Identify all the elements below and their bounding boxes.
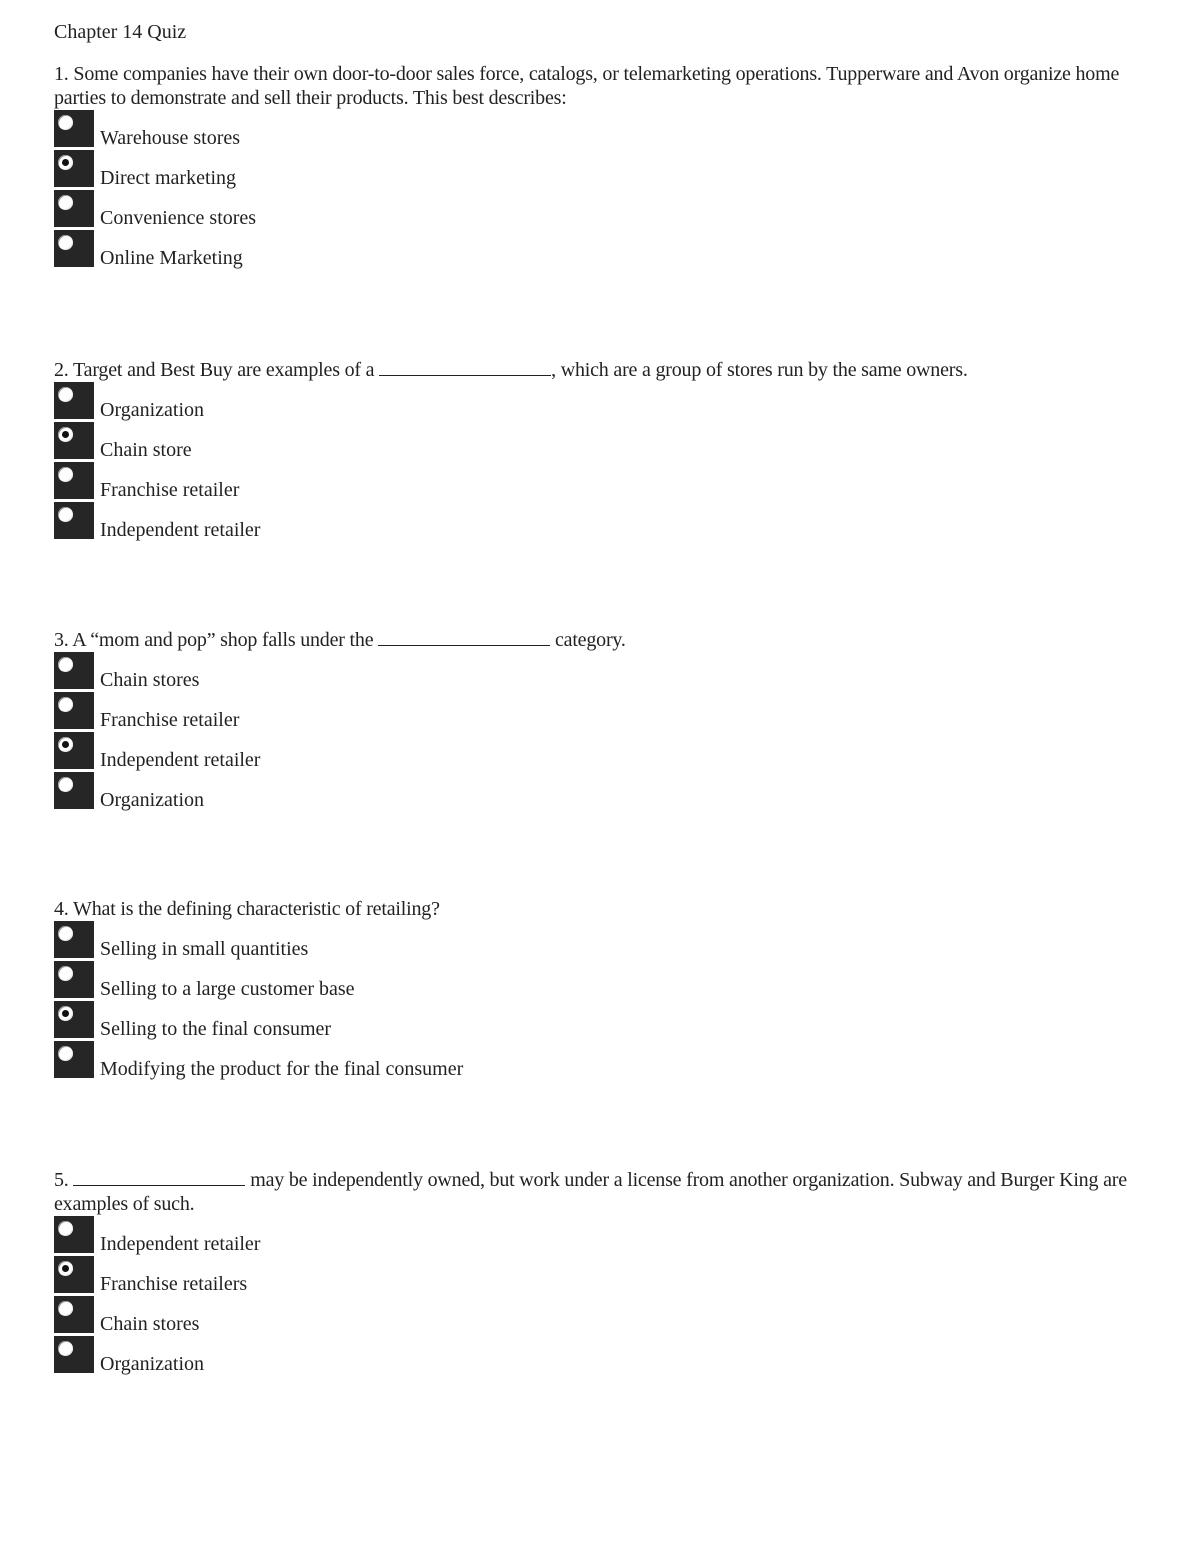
question-text-end: category. xyxy=(550,629,626,651)
option-label: Organization xyxy=(100,789,205,811)
option-label: Independent retailer xyxy=(100,749,261,771)
option[interactable] xyxy=(54,190,1134,230)
option-label: Franchise retailers xyxy=(100,1273,248,1295)
option-label: Chain store xyxy=(100,439,192,461)
option[interactable] xyxy=(54,382,1134,422)
radio-circle-icon xyxy=(58,1046,73,1061)
option[interactable] xyxy=(54,230,1134,270)
question-text: 1. Some companies have their own door-to-door sales force, catalogs, or telemarketing operations. Tupperware and Avon organize home parties to demonstrate and sell their products. This best describes: xyxy=(54,63,1120,109)
option[interactable] xyxy=(54,961,1134,1001)
question-4 xyxy=(54,897,1134,1081)
option[interactable] xyxy=(54,422,1134,462)
radio-button[interactable] xyxy=(54,230,94,267)
option-label: Chain stores xyxy=(100,669,200,691)
option[interactable] xyxy=(54,772,1134,812)
option[interactable] xyxy=(54,502,1134,542)
question-5 xyxy=(54,1167,1134,1376)
radio-button[interactable] xyxy=(54,150,94,187)
question-2 xyxy=(54,357,1134,542)
option-label: Organization xyxy=(100,399,205,421)
option[interactable] xyxy=(54,1336,1134,1376)
option[interactable] xyxy=(54,1041,1134,1081)
option[interactable] xyxy=(54,1216,1134,1256)
radio-button[interactable] xyxy=(54,1001,94,1038)
question-3 xyxy=(54,627,1134,812)
radio-checked-icon xyxy=(58,427,73,442)
answer-blank xyxy=(73,1167,245,1186)
radio-button[interactable] xyxy=(54,462,94,499)
radio-checked-icon xyxy=(58,737,73,752)
radio-button[interactable] xyxy=(54,382,94,419)
option-label: Modifying the product for the final consumer xyxy=(100,1058,464,1080)
option[interactable] xyxy=(54,652,1134,692)
radio-circle-icon xyxy=(58,1221,73,1236)
radio-circle-icon xyxy=(58,115,73,130)
radio-circle-icon xyxy=(58,966,73,981)
radio-circle-icon xyxy=(58,467,73,482)
radio-checked-icon xyxy=(58,155,73,170)
question-text-end: may be independently owned, but work under a license from another organization. Subway and Burger King are examples of such. xyxy=(54,1169,1127,1215)
option-label: Independent retailer xyxy=(100,1233,261,1255)
radio-circle-icon xyxy=(58,235,73,250)
option-label: Selling to the final consumer xyxy=(100,1018,332,1040)
option[interactable] xyxy=(54,1296,1134,1336)
radio-button[interactable] xyxy=(54,921,94,958)
question-text: 4. What is the defining characteristic of retailing? xyxy=(54,898,440,920)
radio-button[interactable] xyxy=(54,1296,94,1333)
option-label: Selling to a large customer base xyxy=(100,978,355,1000)
radio-button[interactable] xyxy=(54,652,94,689)
option-label: Franchise retailer xyxy=(100,479,240,501)
option-label: Warehouse stores xyxy=(100,127,241,149)
page-title: Chapter 14 Quiz xyxy=(54,21,187,43)
option[interactable] xyxy=(54,110,1134,150)
radio-button[interactable] xyxy=(54,732,94,769)
radio-button[interactable] xyxy=(54,692,94,729)
answer-blank xyxy=(379,357,551,376)
radio-button[interactable] xyxy=(54,1336,94,1373)
question-text xyxy=(54,627,1134,652)
option[interactable] xyxy=(54,1256,1134,1296)
radio-checked-icon xyxy=(58,1261,73,1276)
radio-checked-icon xyxy=(58,1006,73,1021)
radio-circle-icon xyxy=(58,777,73,792)
radio-circle-icon xyxy=(58,195,73,210)
radio-button[interactable] xyxy=(54,422,94,459)
option[interactable] xyxy=(54,462,1134,502)
option-label: Selling in small quantities xyxy=(100,938,309,960)
option[interactable] xyxy=(54,732,1134,772)
radio-circle-icon xyxy=(58,657,73,672)
radio-circle-icon xyxy=(58,1301,73,1316)
radio-button[interactable] xyxy=(54,1041,94,1078)
radio-button[interactable] xyxy=(54,110,94,147)
option-label: Organization xyxy=(100,1353,205,1375)
radio-button[interactable] xyxy=(54,772,94,809)
radio-circle-icon xyxy=(58,1341,73,1356)
radio-button[interactable] xyxy=(54,190,94,227)
option-label: Direct marketing xyxy=(100,167,237,189)
question-text-end: , which are a group of stores run by the same owners. xyxy=(551,359,968,381)
question-text-start: 2. Target and Best Buy are examples of a xyxy=(54,359,380,381)
radio-button[interactable] xyxy=(54,502,94,539)
radio-circle-icon xyxy=(58,926,73,941)
option[interactable] xyxy=(54,1001,1134,1041)
option-label: Convenience stores xyxy=(100,207,257,229)
question-1 xyxy=(54,62,1134,270)
option-label: Independent retailer xyxy=(100,519,261,541)
radio-button[interactable] xyxy=(54,961,94,998)
answer-blank xyxy=(378,627,550,646)
question-text-start: 5. xyxy=(54,1169,74,1191)
question-text xyxy=(54,1167,1134,1216)
radio-circle-icon xyxy=(58,387,73,402)
option-label: Franchise retailer xyxy=(100,709,240,731)
option[interactable] xyxy=(54,150,1134,190)
option[interactable] xyxy=(54,921,1134,961)
radio-button[interactable] xyxy=(54,1256,94,1293)
question-text-start: 3. A “mom and pop” shop falls under the xyxy=(54,629,379,651)
option-label: Chain stores xyxy=(100,1313,200,1335)
radio-circle-icon xyxy=(58,507,73,522)
option-label: Online Marketing xyxy=(100,247,243,269)
radio-circle-icon xyxy=(58,697,73,712)
question-text xyxy=(54,357,1134,382)
option[interactable] xyxy=(54,692,1134,732)
radio-button[interactable] xyxy=(54,1216,94,1253)
